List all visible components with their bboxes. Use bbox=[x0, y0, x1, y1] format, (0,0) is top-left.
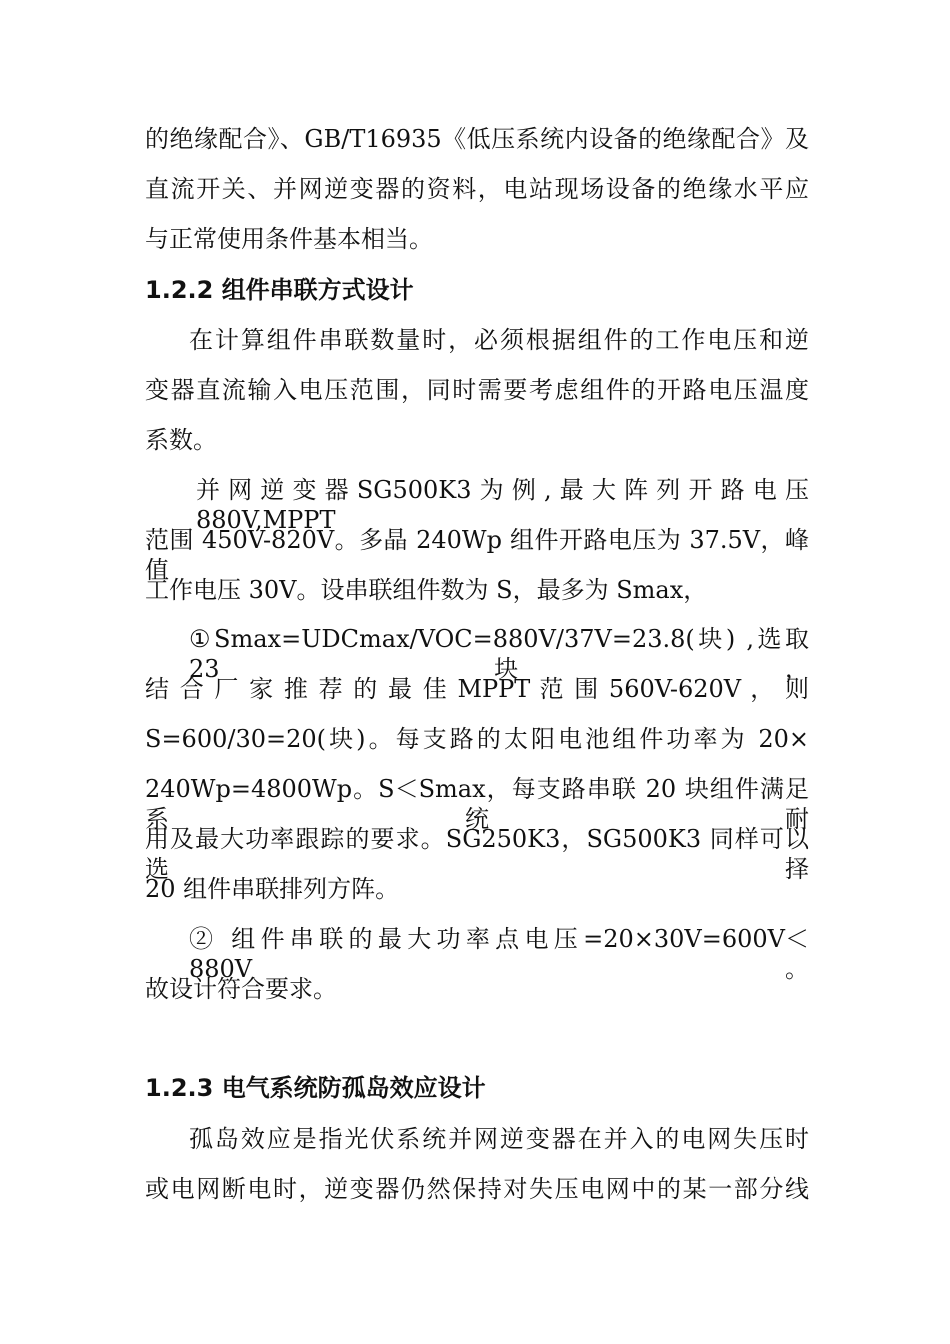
text-line: 范围 450V-820V。多晶 240Wp 组件开路电压为 37.5V，峰值 bbox=[145, 526, 809, 584]
text-line: ② 组件串联的最大功率点电压=20×30V=600V＜880V。 bbox=[189, 925, 809, 983]
text-line: 孤岛效应是指光伏系统并网逆变器在并入的电网失压时 bbox=[189, 1125, 809, 1153]
text-line: 并网逆变器SG500K3为例,最大阵列开路电压880V,MPPT bbox=[196, 476, 809, 534]
text-line: 的绝缘配合》、GB/T16935《低压系统内设备的绝缘配合》及 bbox=[145, 125, 809, 153]
text-line: 变器直流输入电压范围，同时需要考虑组件的开路电压温度 bbox=[145, 376, 809, 404]
text-line: ①Smax=UDCmax/VOC=880V/37V=23.8(块) ,选取 23 块， bbox=[189, 625, 809, 683]
text-line: 用及最大功率跟踪的要求。SG250K3，SG500K3 同样可以选择 bbox=[145, 825, 809, 883]
text-line: 结 合 厂 家 推 荐 的 最 佳 MPPT 范 围 560V-620V ， 则 bbox=[145, 675, 809, 703]
text-line: 与正常使用条件基本相当。 bbox=[145, 225, 433, 253]
section-heading-1-2-2: 1.2.2 组件串联方式设计 bbox=[145, 276, 414, 304]
text-line: 20 组件串联排列方阵。 bbox=[145, 875, 400, 903]
section-heading-1-2-3: 1.2.3 电气系统防孤岛效应设计 bbox=[145, 1074, 486, 1102]
text-line: 或电网断电时，逆变器仍然保持对失压电网中的某一部分线 bbox=[145, 1175, 809, 1203]
text-line: 工作电压 30V。设串联组件数为 S，最多为 Smax， bbox=[145, 576, 708, 604]
text-line: 故设计符合要求。 bbox=[145, 975, 337, 1003]
text-line: S=600/30=20(块)。每支路的太阳电池组件功率为 20× bbox=[145, 725, 809, 753]
text-line: 在计算组件串联数量时，必须根据组件的工作电压和逆 bbox=[189, 326, 809, 354]
text-line: 240Wp=4800Wp。S＜Smax，每支路串联 20 块组件满足系统耐 bbox=[145, 775, 809, 833]
text-line: 直流开关、并网逆变器的资料，电站现场设备的绝缘水平应 bbox=[145, 175, 809, 203]
text-line: 系数。 bbox=[145, 426, 217, 454]
